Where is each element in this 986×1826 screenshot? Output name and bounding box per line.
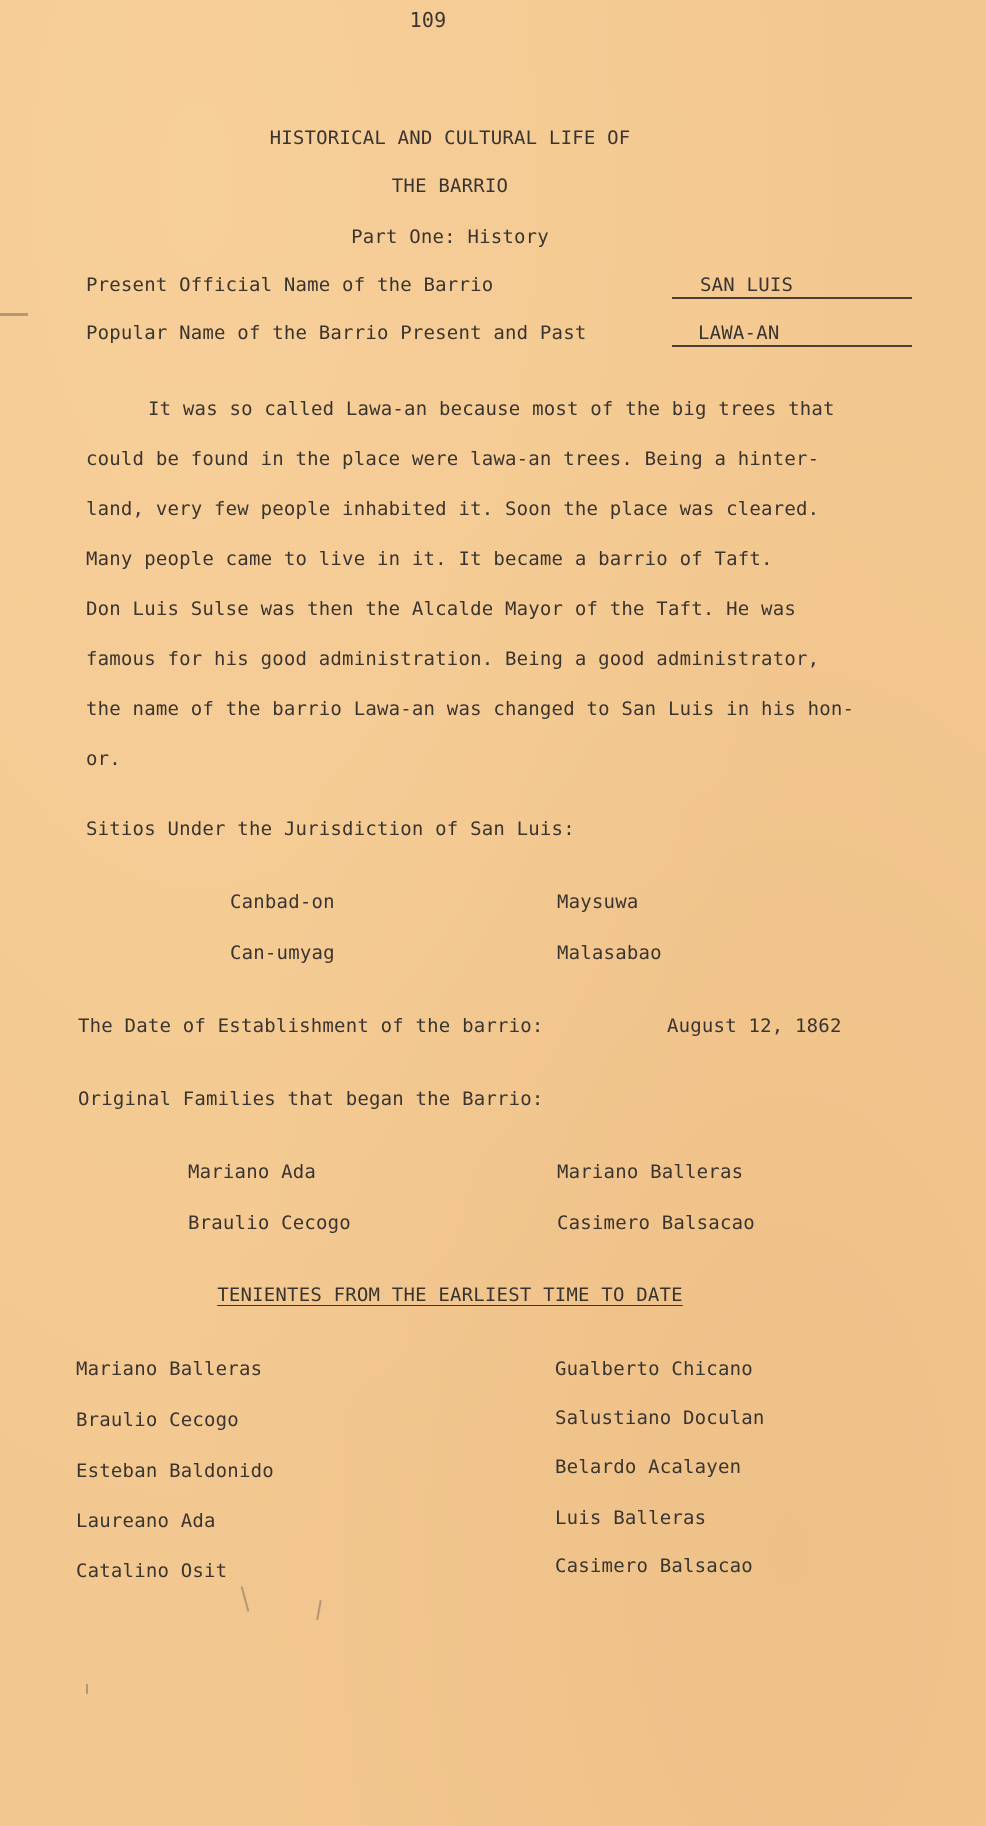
paragraph-line-1: It was so called Lawa-an because most of the big trees that: [148, 398, 835, 420]
stray-pen-mark: [241, 1586, 250, 1612]
paragraph-line-4: Many people came to live in it. It became a barrio of Taft.: [86, 548, 773, 570]
teniente-item: Laureano Ada: [76, 1510, 216, 1532]
stray-pen-mark: [86, 1684, 88, 1694]
teniente-item: Gualberto Chicano: [555, 1358, 753, 1380]
establishment-date: August 12, 1862: [667, 1015, 842, 1037]
paragraph-line-7: the name of the barrio Lawa-an was changed to San Luis in his hon-: [86, 698, 855, 720]
sitio-item: Canbad-on: [230, 891, 335, 913]
popular-name-value: LAWA-AN: [698, 322, 780, 344]
family-item: Casimero Balsacao: [557, 1212, 755, 1234]
teniente-item: Catalino Osit: [76, 1560, 228, 1582]
part-heading: Part One: History: [351, 226, 549, 248]
family-item: Braulio Cecogo: [188, 1212, 351, 1234]
family-item: Mariano Ada: [188, 1161, 317, 1183]
teniente-item: Esteban Baldonido: [76, 1460, 274, 1482]
teniente-item: Braulio Cecogo: [76, 1409, 239, 1431]
teniente-item: Salustiano Doculan: [555, 1407, 765, 1429]
official-name-label: Present Official Name of the Barrio: [86, 274, 494, 296]
families-heading: Original Families that began the Barrio:: [78, 1088, 544, 1110]
paragraph-line-3: land, very few people inhabited it. Soon the place was cleared.: [86, 498, 820, 520]
tenientes-heading: TENIENTES FROM THE EARLIEST TIME TO DATE: [217, 1284, 683, 1306]
sitio-item: Maysuwa: [557, 891, 639, 913]
paragraph-line-8: or.: [86, 748, 121, 770]
paragraph-line-2: could be found in the place were lawa-an trees. Being a hinter-: [86, 448, 820, 470]
popular-name-label: Popular Name of the Barrio Present and Past: [86, 322, 587, 344]
paragraph-line-6: famous for his good administration. Being a good administrator,: [86, 648, 820, 670]
title-line-1: HISTORICAL AND CULTURAL LIFE OF: [269, 127, 631, 149]
family-item: Mariano Balleras: [557, 1161, 744, 1183]
teniente-item: Casimero Balsacao: [555, 1555, 753, 1577]
sitio-item: Malasabao: [557, 942, 662, 964]
stray-pen-mark: [316, 1600, 321, 1620]
teniente-item: Mariano Balleras: [76, 1358, 263, 1380]
sitio-item: Can-umyag: [230, 942, 335, 964]
popular-name-rule: [672, 345, 912, 347]
teniente-item: Belardo Acalayen: [555, 1456, 742, 1478]
margin-scratch-mark: [0, 313, 28, 316]
official-name-rule: [672, 297, 912, 299]
official-name-value: SAN LUIS: [700, 274, 794, 296]
teniente-item: Luis Balleras: [555, 1507, 707, 1529]
establishment-label: The Date of Establishment of the barrio:: [78, 1015, 544, 1037]
paragraph-line-5: Don Luis Sulse was then the Alcalde Mayor of the Taft. He was: [86, 598, 796, 620]
title-line-2: THE BARRIO: [391, 175, 509, 197]
page-number: 109: [409, 8, 447, 32]
sitios-heading: Sitios Under the Jurisdiction of San Luis:: [86, 818, 575, 840]
